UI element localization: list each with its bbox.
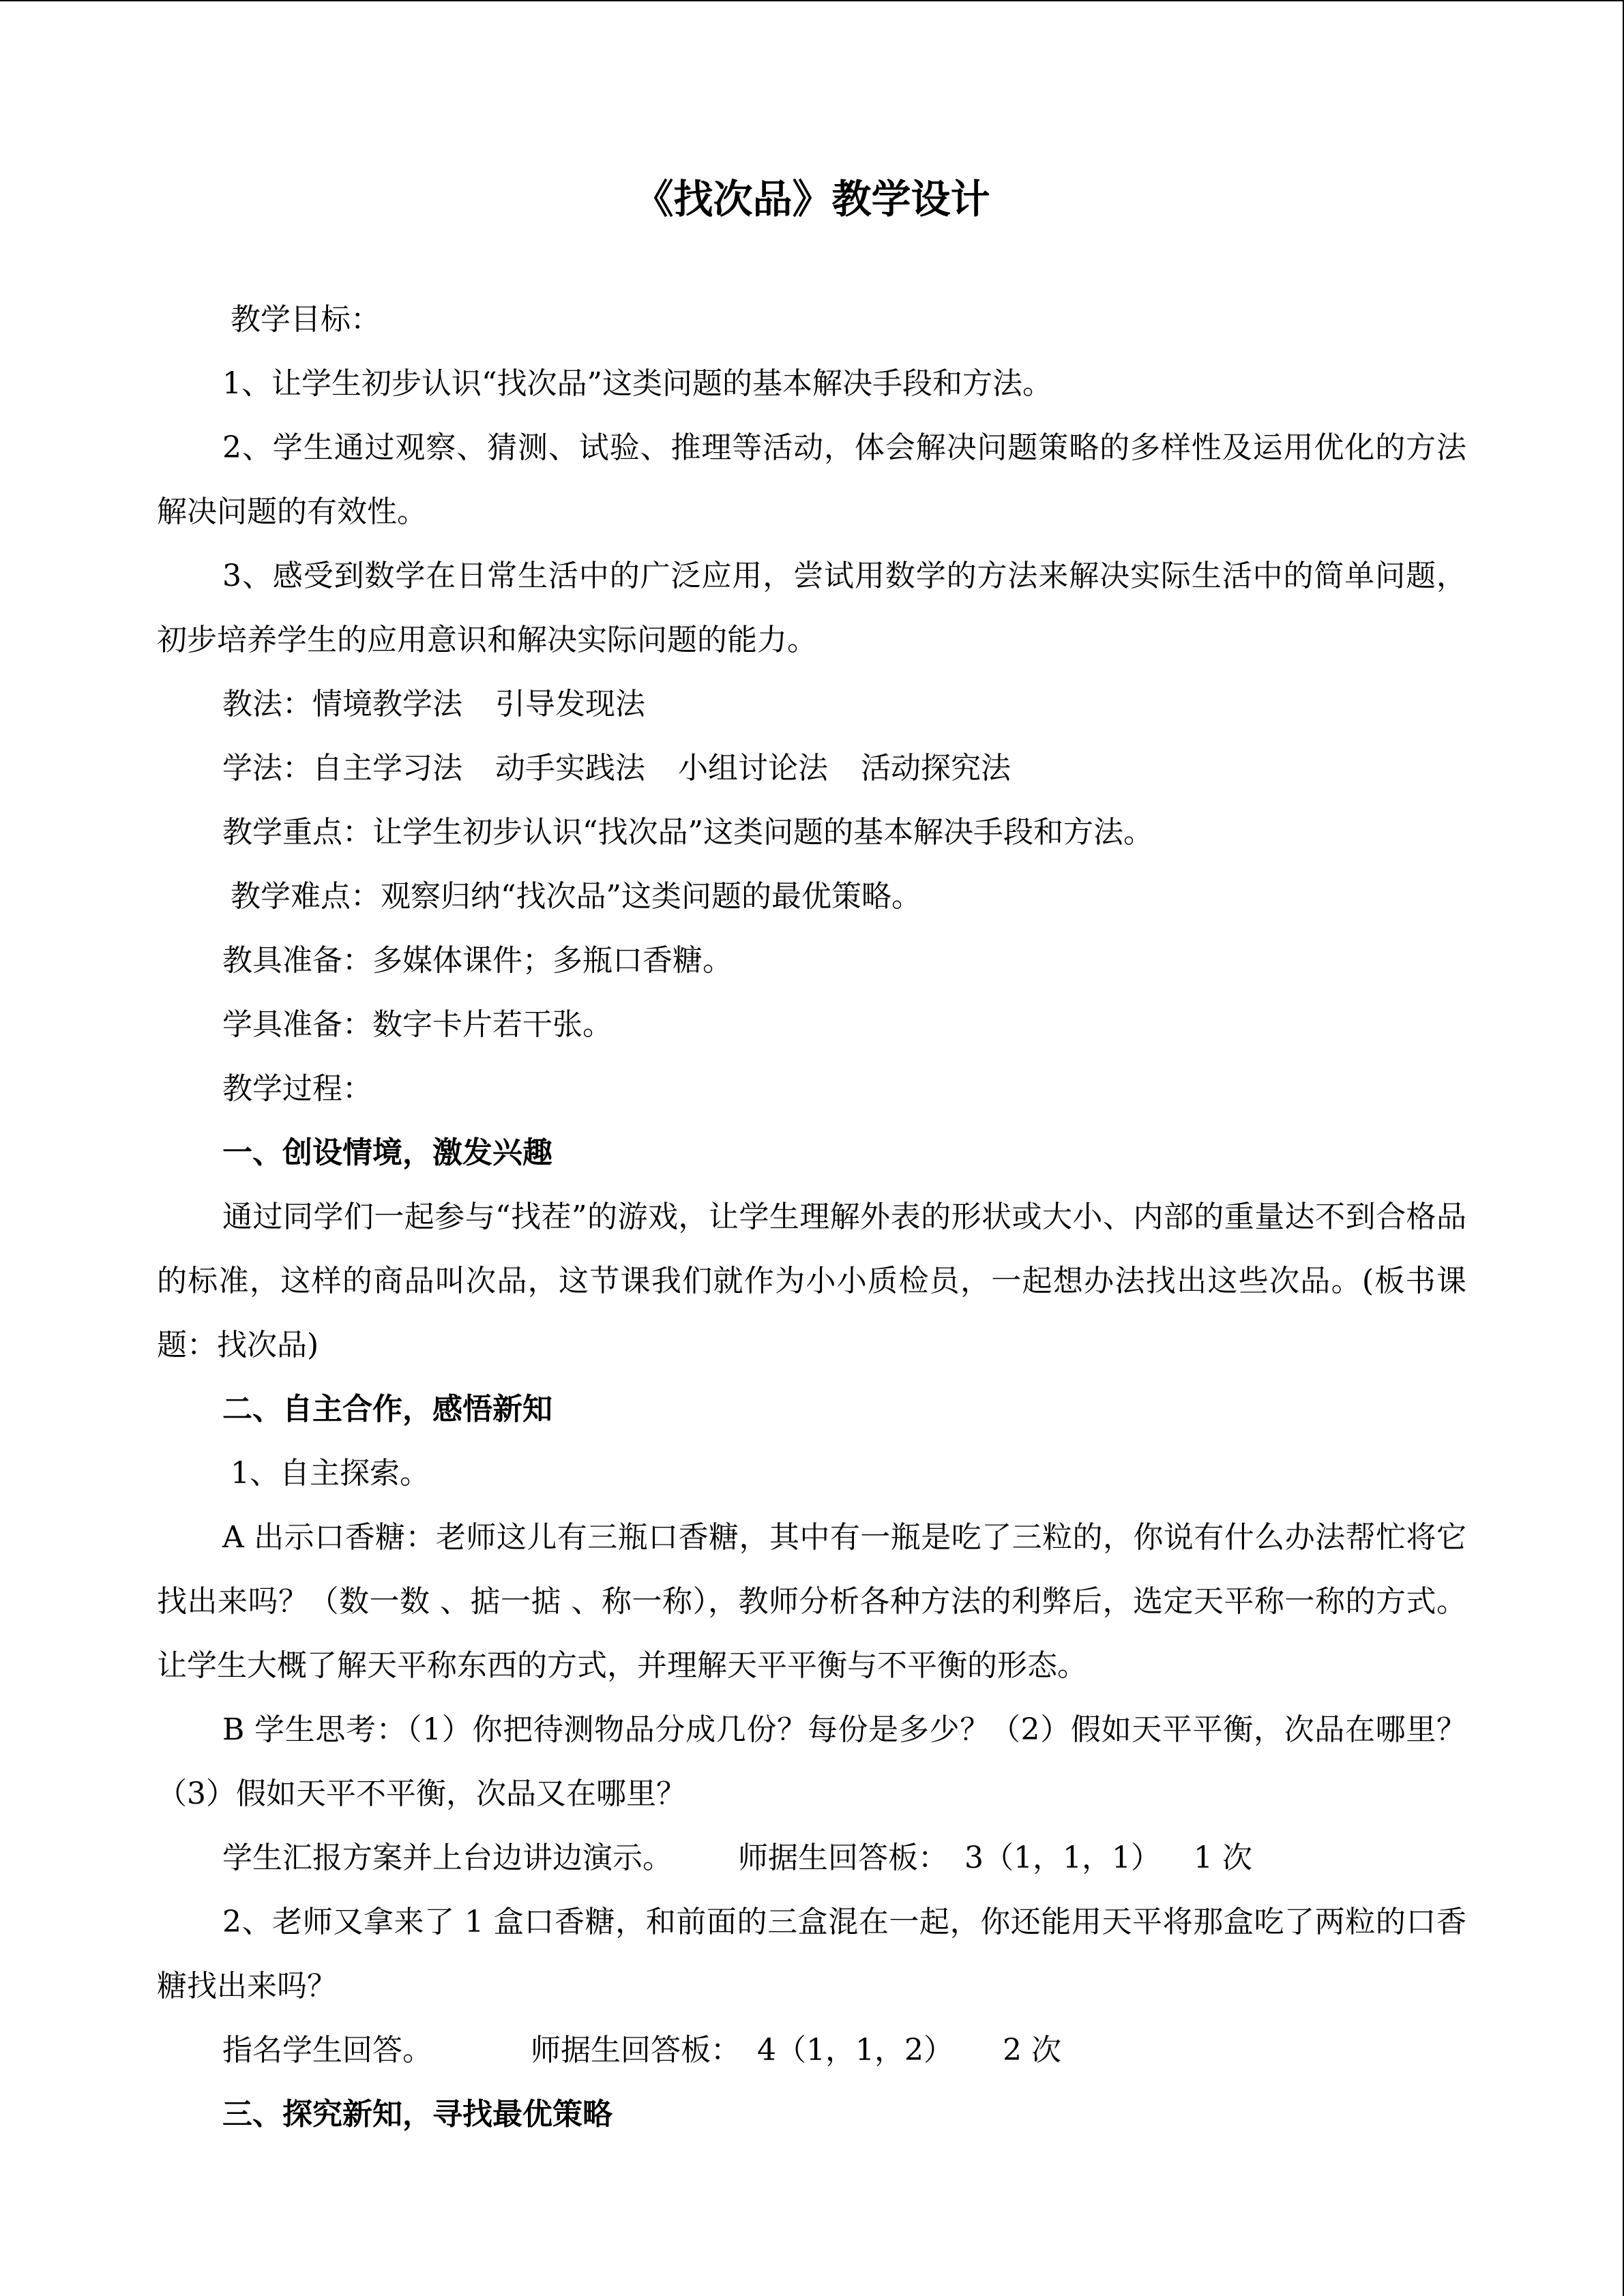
teaching-method xyxy=(157,672,1466,736)
learning-method-item: 活动探究法 xyxy=(861,751,1011,786)
section-1-text: 通过同学们一起参与“找茬”的游戏，让学生理解外表的形状或大小、内部的重量达不到合格品的标准，这样的商品叫次品，这节课我们就作为小小质检员，一起想办法找出这些次品。(板书课题：找次品) xyxy=(157,1199,1466,1362)
goal-1: 1、让学生初步认识“找次品”这类问题的基本解决手段和方法。 xyxy=(222,366,1052,401)
difficulty: 教学难点：观察归纳“找次品”这类问题的最优策略。 xyxy=(231,879,921,914)
report-1-text: 学生汇报方案并上台边讲边演示。 xyxy=(222,1840,673,1875)
document-body xyxy=(157,288,1466,2147)
document-title: 《找次品》教学设计 xyxy=(634,176,990,222)
section-heading-3: 三、探究新知，寻找最优策略 xyxy=(222,2097,612,2132)
learning-method-item: 自主学习法 xyxy=(312,751,462,786)
goal-2: 2、学生通过观察、猜测、试验、推理等活动，体会解决问题策略的多样性及运用优化的方法解决问题的有效性。 xyxy=(157,430,1466,529)
report-2-board-label: 师据生回答板： xyxy=(531,2033,741,2068)
report-2-board-value: 4（1，1，2） xyxy=(757,2033,954,2068)
step-b: B 学生思考：（1）你把待测物品分成几份？每份是多少？（2）假如天平平衡，次品在哪里？（3）假如天平不平衡，次品又在哪里？ xyxy=(157,1712,1466,1811)
key-point: 教学重点：让学生初步认识“找次品”这类问题的基本解决手段和方法。 xyxy=(222,815,1153,850)
student-tools: 学具准备：数字卡片若干张。 xyxy=(222,1007,612,1042)
teaching-method-label: 教法： xyxy=(222,687,312,721)
section-heading-2: 二、自主合作，感悟新知 xyxy=(222,1392,552,1427)
step-2: 2、老师又拿来了 1 盒口香糖，和前面的三盒混在一起，你还能用天平将那盒吃了两粒的口香糖找出来吗？ xyxy=(157,1905,1466,2003)
report-1-board-value: 3（1，1，1） xyxy=(964,1840,1161,1875)
step-a: A 出示口香糖：老师这儿有三瓶口香糖，其中有一瓶是吃了三粒的，你说有什么办法帮忙将它找出来吗？（数一数 、掂一掂 、称一称），教师分析各种方法的利弊后，选定天平称一称的方式。让学生大概了解天平称东西的方式，并理解天平平衡与不平衡的形态。 xyxy=(157,1520,1466,1683)
goal-3: 3、感受到数学在日常生活中的广泛应用，尝试用数学的方法来解决实际生活中的简单问题，初步培养学生的应用意识和解决实际问题的能力。 xyxy=(157,558,1466,657)
report-1-times: 1 次 xyxy=(1193,1840,1252,1875)
goals-heading: 教学目标： xyxy=(231,302,381,337)
teacher-tools: 教具准备：多媒体课件；多瓶口香糖。 xyxy=(222,943,733,978)
report-2 xyxy=(157,2018,1466,2083)
report-1 xyxy=(157,1826,1466,1890)
learning-method xyxy=(157,736,1466,801)
learning-method-item: 动手实践法 xyxy=(495,751,645,786)
learning-method-item: 小组讨论法 xyxy=(678,751,828,786)
process-heading: 教学过程： xyxy=(222,1071,372,1106)
report-2-times: 2 次 xyxy=(1002,2033,1061,2068)
learning-method-label: 学法： xyxy=(222,751,312,786)
teaching-method-item: 引导发现法 xyxy=(495,687,645,721)
step-1: 1、自主探索。 xyxy=(231,1456,430,1491)
report-2-text: 指名学生回答。 xyxy=(222,2033,432,2068)
report-1-board-label: 师据生回答板： xyxy=(738,1840,948,1875)
section-heading-1: 一、创设情境，激发兴趣 xyxy=(222,1135,552,1170)
teaching-method-item: 情境教学法 xyxy=(312,687,462,721)
